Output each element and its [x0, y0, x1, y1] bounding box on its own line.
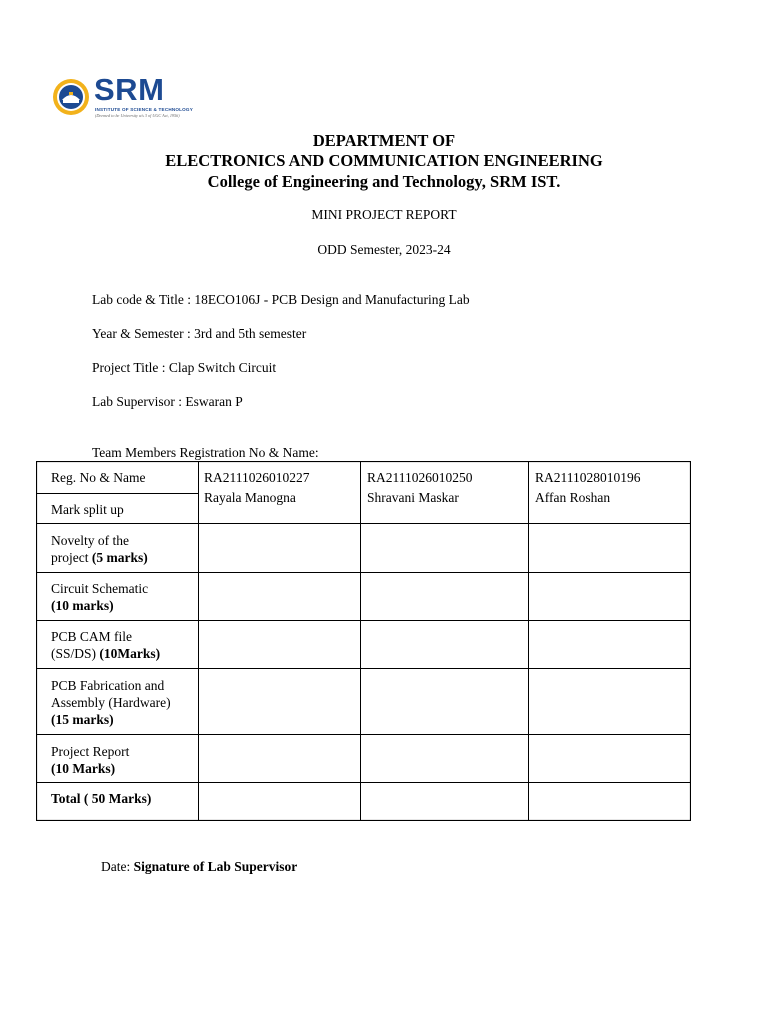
criterion-circuit-schematic	[51, 580, 148, 614]
srm-emblem-icon	[52, 78, 90, 116]
criterion-label: PCB CAM file	[51, 629, 133, 644]
criterion-pcb-cam	[51, 628, 160, 662]
criterion-label: Project Report	[51, 744, 130, 759]
criterion-label-2: Assembly (Hardware)	[51, 695, 171, 710]
criterion-label-2	[51, 549, 148, 566]
team-members-line: Team Members Registration No & Name:	[92, 445, 319, 460]
criterion-novelty	[51, 532, 148, 566]
date-label: Date:	[101, 859, 134, 874]
logo-wordmark: SRM	[94, 72, 165, 107]
criterion-label: Novelty of the	[51, 533, 129, 548]
criterion-marks: (10 marks)	[51, 598, 114, 613]
criterion-project-report	[51, 743, 129, 777]
department-heading: DEPARTMENT OF	[312, 131, 456, 150]
signature-label: Signature of Lab Supervisor	[133, 859, 298, 874]
college-name: College of Engineering and Technology, SRM IST.	[207, 172, 561, 191]
criterion-label-text: project	[51, 550, 92, 565]
criterion-label: PCB Fabrication and	[51, 678, 165, 693]
member-2-reg: RA2111026010250	[367, 470, 473, 485]
member-3-name: Affan Roshan	[535, 490, 611, 505]
criterion-label-text: (SS/DS)	[51, 646, 100, 661]
reg-no-header: Reg. No & Name	[51, 470, 146, 485]
logo-subtitle: INSTITUTE OF SCIENCE & TECHNOLOGY	[95, 107, 193, 112]
member-1-name: Rayala Manogna	[204, 490, 296, 505]
semester-label: ODD Semester, 2023-24	[317, 242, 451, 257]
member-1	[204, 469, 310, 506]
member-3	[535, 469, 641, 506]
criterion-label-2	[51, 645, 160, 662]
member-2	[367, 469, 473, 506]
criterion-marks: (10 Marks)	[51, 761, 116, 776]
criterion-marks: (15 marks)	[51, 712, 114, 727]
member-2-name: Shravani Maskar	[367, 490, 459, 505]
marks-table	[36, 461, 691, 821]
criterion-marks: (10Marks)	[99, 646, 161, 661]
report-title: MINI PROJECT REPORT	[311, 207, 457, 222]
srm-logo	[52, 72, 193, 120]
date-signature-line	[101, 859, 297, 875]
total-marks-label: Total ( 50 Marks)	[51, 791, 152, 806]
criterion-marks: (5 marks)	[91, 550, 148, 565]
supervisor-line: Lab Supervisor : Eswaran P	[92, 394, 243, 409]
member-1-reg: RA2111026010227	[204, 470, 310, 485]
logo-tagline: (Deemed to be University u/s 3 of UGC Act, 1956)	[95, 113, 180, 118]
department-name: ELECTRONICS AND COMMUNICATION ENGINEERING	[165, 151, 603, 170]
criterion-label: Circuit Schematic	[51, 581, 149, 596]
member-3-reg: RA2111028010196	[535, 470, 641, 485]
criterion-pcb-fabrication	[51, 677, 189, 728]
mark-split-header: Mark split up	[51, 502, 124, 517]
year-semester-line: Year & Semester : 3rd and 5th semester	[92, 326, 307, 341]
lab-code-line: Lab code & Title : 18ECO106J - PCB Design and Manufacturing Lab	[92, 292, 470, 307]
project-title-line: Project Title : Clap Switch Circuit	[92, 360, 277, 375]
